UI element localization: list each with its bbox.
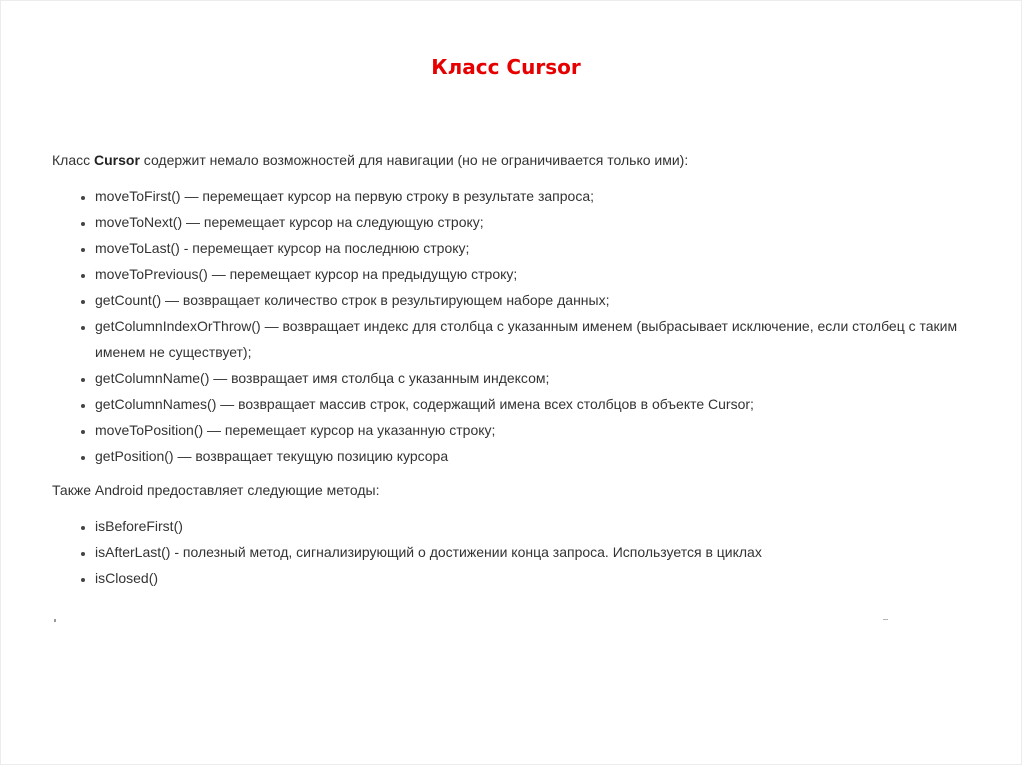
- android-methods-list: [52, 513, 992, 591]
- list-item-get-position: • getPosition() — возвращает текущую позицию курсора: [95, 443, 992, 469]
- intro-class-name: Cursor: [94, 152, 140, 168]
- cursor-methods-list: [52, 183, 992, 469]
- android-methods-intro: Также Android предоставляет следующие методы:: [52, 482, 380, 498]
- list-item-get-column-names: • getColumnNames() — возвращает массив строк, содержащий имена всех столбцов в объекте Cursor;: [95, 391, 992, 417]
- list-item-get-count: • getCount() — возвращает количество строк в результирующем наборе данных;: [95, 287, 992, 313]
- cropped-glyph-right: [883, 619, 888, 623]
- list-item-is-closed: • isClosed(): [95, 565, 992, 591]
- cropped-glyph-left: [54, 619, 56, 622]
- list-item-move-to-first: • moveToFirst() — перемещает курсор на первую строку в результате запроса;: [95, 183, 992, 209]
- list-item-is-after-last: • isAfterLast() - полезный метод, сигнализирующий о достижении конца запроса. Используется в циклах: [95, 539, 992, 565]
- slide-title: Класс Cursor: [431, 55, 581, 79]
- intro-text-after: содержит немало возможностей для навигации (но не ограничивается только ими):: [139, 152, 689, 168]
- list-item-move-to-next: • moveToNext() — перемещает курсор на следующую строку;: [95, 209, 992, 235]
- cropped-text-remnant: [52, 619, 888, 625]
- list-item-move-to-last: • moveToLast() - перемещает курсор на последнюю строку;: [95, 235, 992, 261]
- intro-paragraph: [52, 147, 992, 173]
- list-item-move-to-position: • moveToPosition() — перемещает курсор на указанную строку;: [95, 417, 992, 443]
- slide-content: [52, 147, 992, 591]
- list-item-move-to-previous: • moveToPrevious() — перемещает курсор на предыдущую строку;: [95, 261, 992, 287]
- intro-text-before: Класс: [52, 152, 94, 168]
- list-item-is-before-first: • isBeforeFirst(): [95, 513, 992, 539]
- list-item-get-column-index-or-throw: • getColumnIndexOrThrow() — возвращает индекс для столбца с указанным именем (выбрасывает исключение, если столбец с таким именем не существует);: [95, 313, 992, 365]
- list-item-get-column-name: • getColumnName() — возвращает имя столбца с указанным индексом;: [95, 365, 992, 391]
